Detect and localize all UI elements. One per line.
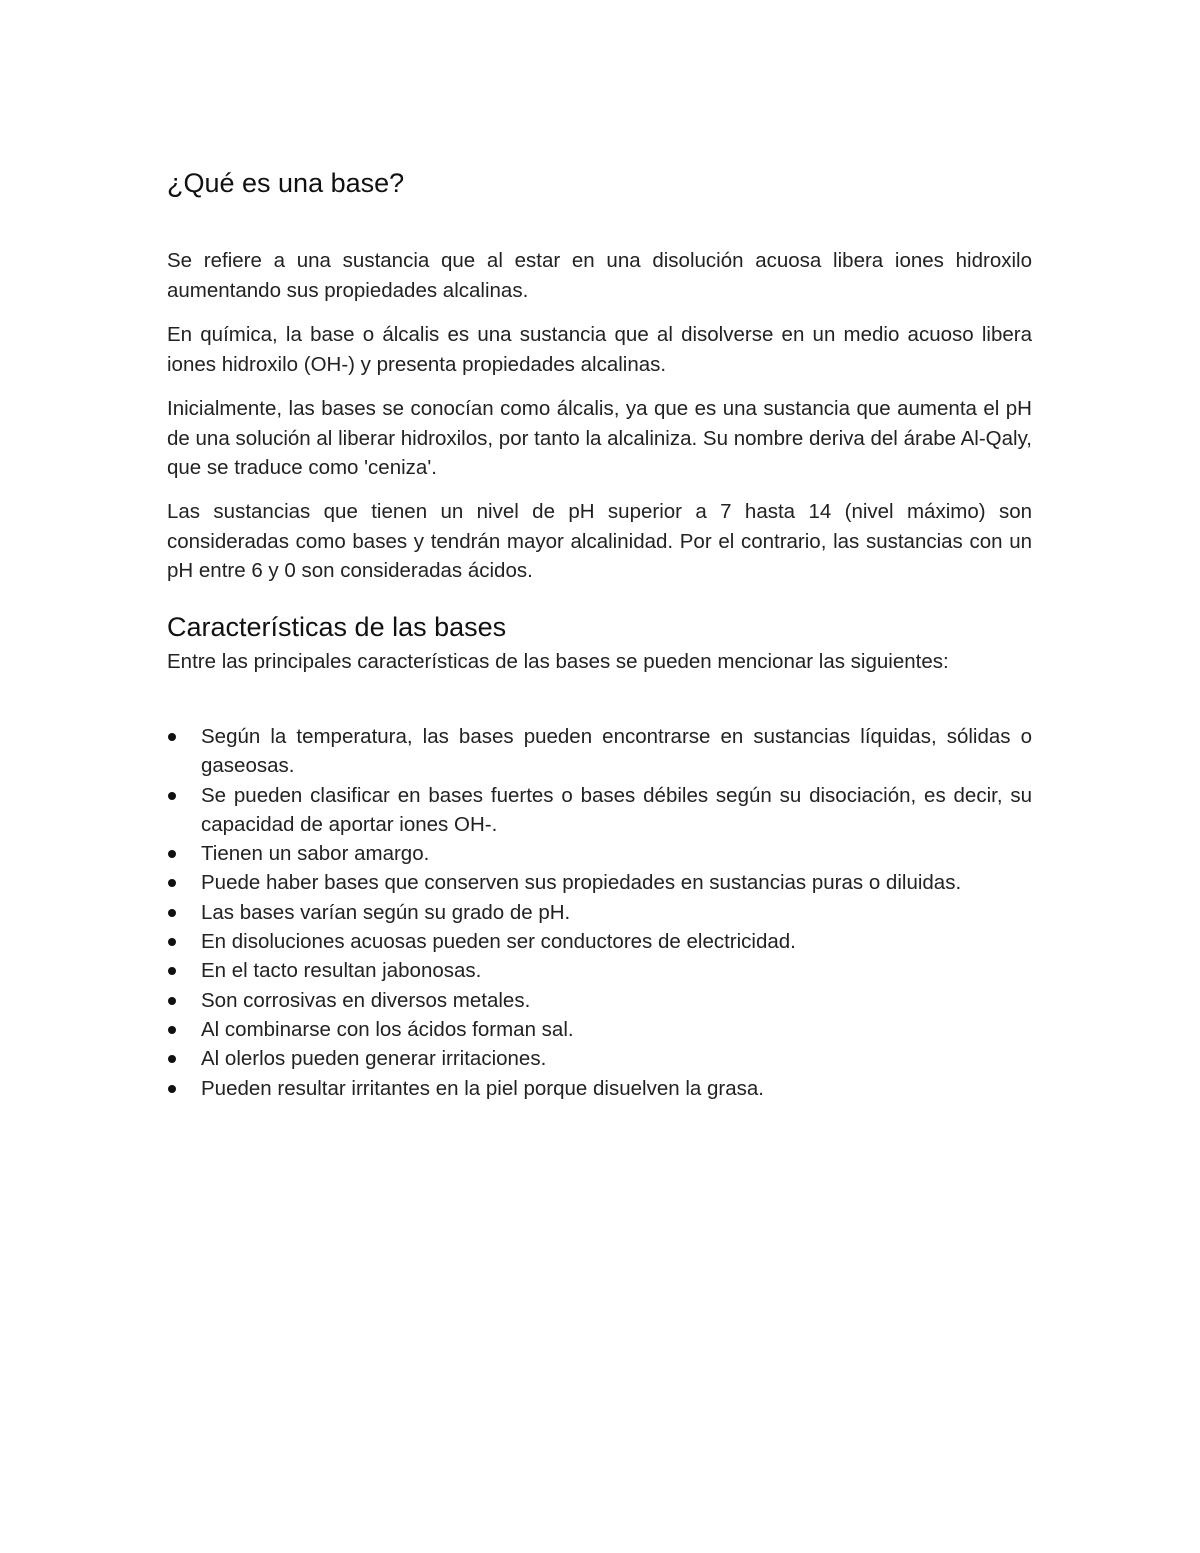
list-item <box>167 956 1032 985</box>
list-item <box>167 868 1032 897</box>
paragraph: Las sustancias que tienen un nivel de pH superior a 7 hasta 14 (nivel máximo) son consideradas como bases y tendrán mayor alcalinidad. Por el contrario, las sustancias con un pH entre 6 y 0 son consideradas ácidos. <box>167 500 1032 582</box>
section-intro: Entre las principales características de las bases se pueden mencionar las siguientes: <box>167 650 949 673</box>
bullet-icon <box>168 967 176 975</box>
list-item <box>167 927 1032 956</box>
list-item-text: En disoluciones acuosas pueden ser conductores de electricidad. <box>201 930 796 954</box>
list-item-text: Las bases varían según su grado de pH. <box>201 900 571 924</box>
list-item-text: Se pueden clasificar en bases fuertes o bases débiles según su disociación, es decir, su capacidad de aportar iones OH-. <box>201 783 1032 836</box>
paragraph: Se refiere a una sustancia que al estar en una disolución acuosa libera iones hidroxilo aumentando sus propiedades alcalinas. <box>167 249 1032 302</box>
bullet-icon <box>168 792 176 800</box>
list-item-text: Según la temperatura, las bases pueden encontrarse en sustancias líquidas, sólidas o gaseosas. <box>201 725 1032 778</box>
paragraph: Inicialmente, las bases se conocían como álcalis, ya que es una sustancia que aumenta el pH de una solución al liberar hidroxilos, por tanto la alcaliniza. Su nombre deriva del árabe Al-Qaly, que se traduce como 'ceniza'. <box>167 397 1032 479</box>
list-item <box>167 781 1032 840</box>
bullet-icon <box>168 1055 176 1063</box>
paragraph: En química, la base o álcalis es una sustancia que al disolverse en un medio acuoso libera iones hidroxilo (OH-) y presenta propiedades alcalinas. <box>167 323 1032 376</box>
list-item-text: En el tacto resultan jabonosas. <box>201 959 482 983</box>
list-item <box>167 1074 1032 1103</box>
bullet-icon <box>168 1026 176 1034</box>
bullet-icon <box>168 850 176 858</box>
list-item-text: Tienen un sabor amargo. <box>201 842 430 866</box>
list-item-text: Son corrosivas en diversos metales. <box>201 988 531 1012</box>
bullet-icon <box>168 733 176 741</box>
bullet-icon <box>168 909 176 917</box>
list-item-text: Pueden resultar irritantes en la piel porque disuelven la grasa. <box>201 1076 764 1100</box>
bullet-icon <box>168 997 176 1005</box>
characteristics-list <box>167 722 1032 1103</box>
page-title: ¿Qué es una base? <box>167 168 405 198</box>
list-item-text: Al olerlos pueden generar irritaciones. <box>201 1047 547 1071</box>
list-item-text: Puede haber bases que conserven sus propiedades en sustancias puras o diluidas. <box>201 871 962 895</box>
list-item <box>167 898 1032 927</box>
list-item-text: Al combinarse con los ácidos forman sal. <box>201 1017 574 1041</box>
bullet-icon <box>168 938 176 946</box>
list-item <box>167 1015 1032 1044</box>
bullet-icon <box>168 879 176 887</box>
list-item <box>167 1044 1032 1073</box>
list-item <box>167 986 1032 1015</box>
bullet-icon <box>168 1085 176 1093</box>
list-item <box>167 839 1032 868</box>
section-heading: Características de las bases <box>167 612 507 642</box>
list-item <box>167 722 1032 781</box>
